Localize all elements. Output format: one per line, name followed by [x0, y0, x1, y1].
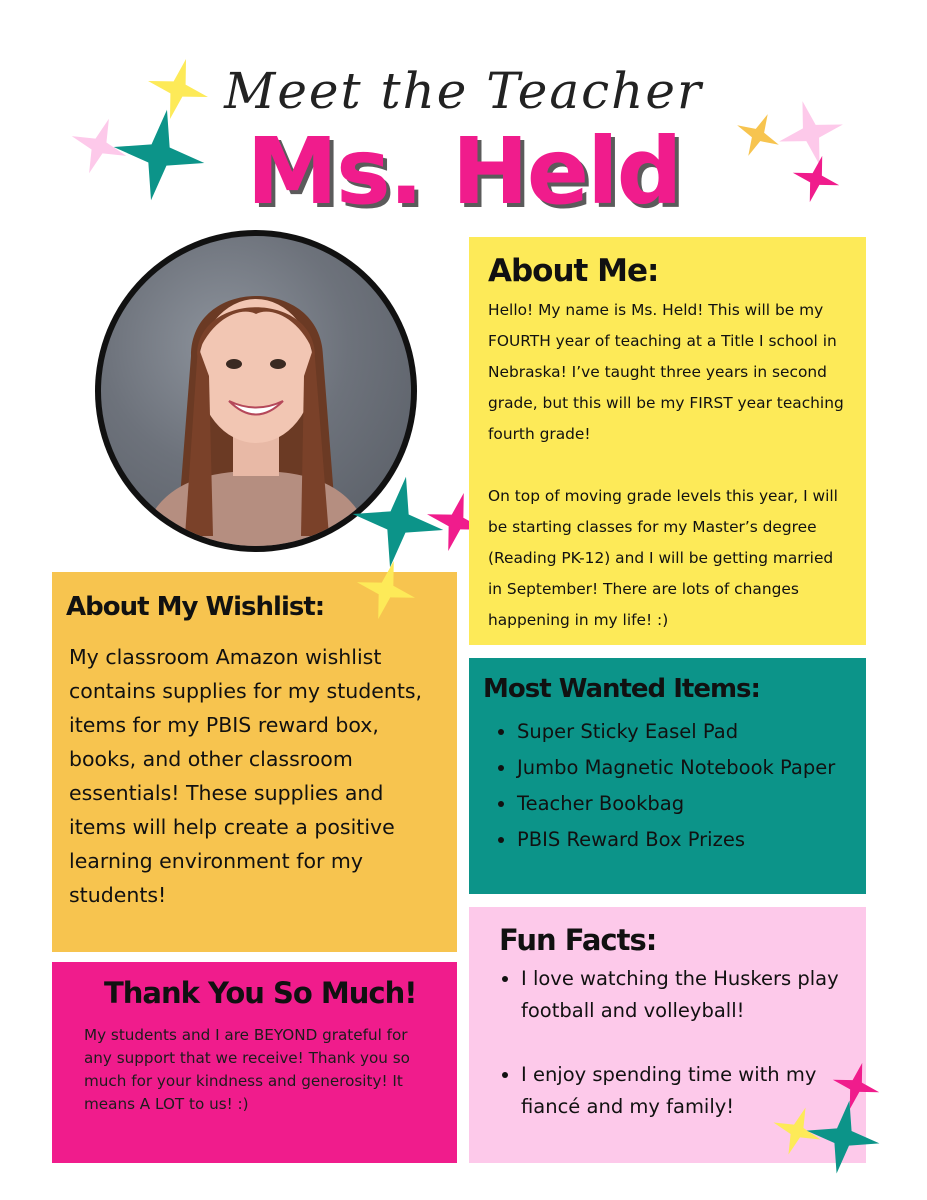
list-item: • Super Sticky Easel Pad: [517, 714, 848, 750]
about-me-panel: [469, 237, 866, 645]
list-item: • I love watching the Huskers play football and volleyball!: [521, 963, 848, 1027]
star-icon-yellow-wishlist: [356, 560, 416, 620]
list-item: • I enjoy spending time with my fiancé and my family!: [521, 1059, 848, 1123]
wishlist-panel: [52, 572, 457, 952]
thank-you-body: My students and I are BEYOND grateful for any support that we receive! Thank you so much for your kindness and generosity! It means A LOT to us! :): [84, 1026, 410, 1113]
wishlist-heading: About My Wishlist:: [66, 592, 325, 622]
meet-the-teacher-title: Meet the Teacher: [224, 62, 703, 120]
thank-you-panel: [52, 962, 457, 1163]
about-me-heading: About Me:: [488, 253, 659, 289]
list-item: • Teacher Bookbag: [517, 786, 848, 822]
thank-you-heading: Thank You So Much!: [104, 976, 417, 1010]
fun-facts-list: [487, 963, 848, 1123]
about-me-paragraph-2: On top of moving grade levels this year, I will be starting classes for my Master’s degree (Reading PK-12) and I will be getting married in September! There are lots of changes happening in my life! :): [488, 487, 838, 629]
about-me-paragraph-1: Hello! My name is Ms. Held! This will be my FOURTH year of teaching at a Title I school in Nebraska! I’ve taught three years in second grade, but this will be my FIRST year teaching fourth grade!: [488, 301, 844, 443]
list-item: • Jumbo Magnetic Notebook Paper: [517, 750, 848, 786]
wishlist-body: My classroom Amazon wishlist contains supplies for my students, items for my PBIS reward box, books, and other classroom essentials! These supplies and items will help create a positive learning environment for my students!: [69, 645, 423, 907]
teacher-name-title: Ms. Held: [246, 118, 681, 225]
list-item: • PBIS Reward Box Prizes: [517, 822, 848, 858]
most-wanted-panel: [469, 658, 866, 894]
fun-facts-heading: Fun Facts:: [499, 923, 657, 957]
most-wanted-heading: Most Wanted Items:: [483, 674, 760, 704]
most-wanted-list: [483, 714, 848, 858]
star-icon-teal-bottom: [806, 1100, 880, 1174]
